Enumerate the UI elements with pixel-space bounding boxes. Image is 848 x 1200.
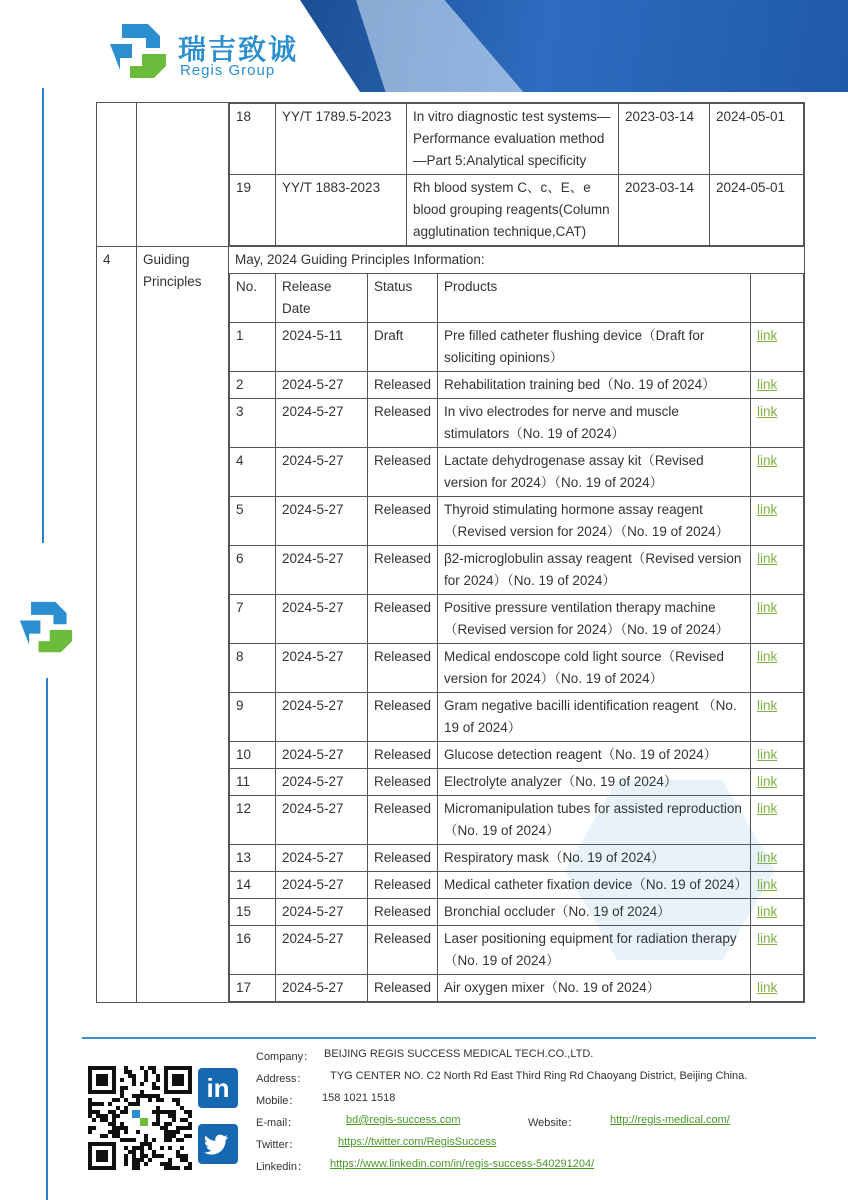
standards-table (229, 103, 804, 246)
row-product: Positive pressure ventilation therapy machine （Revised version for 2024）（No. 19 of 2024） (444, 600, 730, 637)
row-link[interactable]: link (757, 980, 778, 995)
row-link[interactable]: link (757, 698, 778, 713)
header-status: Status (368, 274, 438, 323)
row-status: Released (374, 600, 432, 615)
table-row (230, 595, 804, 644)
row-release-date: 2024-5-27 (282, 850, 344, 865)
standard-title: Rh blood system C、c、E、e blood grouping reagents(Column agglutination technique,CAT) (407, 175, 619, 246)
row-status: Released (374, 801, 432, 816)
table-row (230, 975, 804, 1002)
row-no: 11 (236, 774, 251, 789)
row-no: 16 (236, 931, 252, 946)
row-no: 6 (236, 551, 244, 566)
side-logo-icon (18, 600, 74, 661)
table-row (230, 399, 804, 448)
row-link[interactable]: link (757, 453, 778, 468)
row-release-date: 2024-5-27 (282, 698, 344, 713)
row-no: 5 (236, 502, 244, 517)
row-status: Released (374, 747, 432, 762)
row-link[interactable]: link (757, 502, 778, 517)
row-product: Medical endoscope cold light source（Revised version for 2024）（No. 19 of 2024） (444, 649, 724, 686)
table-row (230, 899, 804, 926)
email-label: E-mail： (256, 1117, 299, 1129)
header-products: Products (438, 274, 751, 323)
section-name: Guiding Principles (137, 247, 229, 1003)
regulation-table (96, 102, 805, 1003)
row-no: 7 (236, 600, 244, 615)
row-status: Released (374, 931, 432, 946)
row-status: Released (374, 774, 432, 789)
row-product: Respiratory mask（No. 19 of 2024） (444, 850, 665, 865)
row-link[interactable]: link (757, 377, 778, 392)
row-link[interactable]: link (757, 774, 778, 789)
row-release-date: 2024-5-27 (282, 877, 344, 892)
row-product: Laser positioning equipment for radiation therapy（No. 19 of 2024） (444, 931, 737, 968)
table-row (230, 926, 804, 975)
table-row (230, 742, 804, 769)
row-product: Rehabilitation training bed（No. 19 of 2024） (444, 377, 716, 392)
header-release-date: Release Date (276, 274, 368, 323)
table-row (230, 644, 804, 693)
mobile-value: 158 1021 1518 (322, 1092, 396, 1104)
row-release-date: 2024-5-27 (282, 453, 344, 468)
row-link[interactable]: link (757, 328, 778, 343)
guiding-principles-table (229, 273, 804, 1002)
brand-logo-icon (108, 22, 168, 87)
row-product: Bronchial occluder（No. 19 of 2024） (444, 904, 671, 919)
twitter-link[interactable]: https://twitter.com/RegisSuccess (338, 1136, 497, 1148)
row-no: 15 (236, 904, 252, 919)
standard-no: 19 (230, 175, 276, 246)
row-status: Released (374, 980, 432, 995)
row-product: Pre filled catheter flushing device（Draft for soliciting opinions） (444, 328, 705, 365)
address-value: TYG CENTER NO. C2 North Rd East Third Ring Rd Chaoyang District, Beijing China. (330, 1070, 748, 1082)
row-status: Released (374, 649, 432, 664)
row-release-date: 2024-5-27 (282, 774, 344, 789)
table-header-row (230, 274, 804, 323)
row-release-date: 2024-5-11 (282, 328, 343, 343)
row-no: 2 (236, 377, 244, 392)
twitter-label: Twitter： (256, 1139, 300, 1151)
row-product: β2-microglobulin assay reagent（Revised version for 2024）（No. 19 of 2024） (444, 551, 742, 588)
standard-effective-date: 2024-05-01 (710, 175, 804, 246)
table-row (230, 372, 804, 399)
row-link[interactable]: link (757, 649, 778, 664)
row-no: 17 (236, 980, 252, 995)
website-link[interactable]: http://regis-medical.com/ (610, 1114, 730, 1126)
row-link[interactable]: link (757, 904, 778, 919)
row-release-date: 2024-5-27 (282, 931, 344, 946)
row-status: Released (374, 404, 432, 419)
linkedin-label: Linkedin： (256, 1161, 308, 1173)
address-label: Address： (256, 1073, 308, 1085)
row-link[interactable]: link (757, 551, 778, 566)
side-rule-bottom (46, 678, 48, 1200)
standard-title: In vitro diagnostic test systems—Performance evaluation method—Part 5:Analytical specificity (407, 104, 619, 175)
row-link[interactable]: link (757, 877, 778, 892)
row-release-date: 2024-5-27 (282, 502, 344, 517)
row-product: Thyroid stimulating hormone assay reagent （Revised version for 2024）（No. 19 of 2024） (444, 502, 730, 539)
row-link[interactable]: link (757, 600, 778, 615)
table-row (97, 247, 805, 1003)
standard-code: YY/T 1883-2023 (276, 175, 407, 246)
header-no: No. (230, 274, 276, 323)
row-link[interactable]: link (757, 404, 778, 419)
row-release-date: 2024-5-27 (282, 600, 344, 615)
row-release-date: 2024-5-27 (282, 649, 344, 664)
row-status: Released (374, 377, 432, 392)
row-product: Air oxygen mixer（No. 19 of 2024） (444, 980, 661, 995)
row-status: Draft (374, 328, 404, 343)
row-link[interactable]: link (757, 931, 778, 946)
row-link[interactable]: link (757, 801, 778, 816)
row-product: Medical catheter fixation device（No. 19 of 2024） (444, 877, 748, 892)
table-row (230, 872, 804, 899)
email-link[interactable]: bd@regis-success.com (346, 1114, 461, 1126)
brand-name-en: Regis Group (180, 62, 276, 79)
brand-name-cn: 瑞吉致诚 (178, 34, 299, 65)
standard-issue-date: 2023-03-14 (619, 104, 710, 175)
table-row (230, 796, 804, 845)
side-rule-top (42, 88, 44, 543)
table-row (230, 769, 804, 796)
row-product: Lactate dehydrogenase assay kit（Revised version for 2024）（No. 19 of 2024） (444, 453, 704, 490)
standard-no: 18 (230, 104, 276, 175)
company-label: Company： (256, 1051, 315, 1063)
section-no: 4 (97, 247, 137, 1003)
row-status: Released (374, 502, 432, 517)
table-row (97, 103, 805, 247)
row-no: 12 (236, 801, 252, 816)
qr-code-icon (88, 1066, 192, 1170)
row-no: 13 (236, 850, 252, 865)
row-status: Released (374, 850, 432, 865)
row-release-date: 2024-5-27 (282, 747, 344, 762)
mobile-label: Mobile： (256, 1095, 300, 1107)
company-value: BEIJING REGIS SUCCESS MEDICAL TECH.CO.,LTD. (324, 1048, 594, 1060)
website-label: Website： (528, 1117, 579, 1129)
twitter-icon[interactable] (198, 1124, 238, 1164)
row-no: 8 (236, 649, 244, 664)
header-link (751, 274, 804, 323)
linkedin-link[interactable]: https://www.linkedin.com/in/regis-success-540291204/ (330, 1158, 595, 1170)
standard-code: YY/T 1789.5-2023 (276, 104, 407, 175)
row-status: Released (374, 877, 432, 892)
row-product: In vivo electrodes for nerve and muscle stimulators（No. 19 of 2024） (444, 404, 679, 441)
row-release-date: 2024-5-27 (282, 801, 344, 816)
standard-issue-date: 2023-03-14 (619, 175, 710, 246)
table-row (230, 546, 804, 595)
row-product: Gram negative bacilli identification reagent （No. 19 of 2024） (444, 698, 737, 735)
table-row (230, 323, 804, 372)
row-no: 10 (236, 747, 252, 762)
row-release-date: 2024-5-27 (282, 904, 344, 919)
table-row (230, 448, 804, 497)
row-status: Released (374, 551, 432, 566)
table-row (230, 175, 804, 246)
row-status: Released (374, 904, 432, 919)
section-caption: May, 2024 Guiding Principles Information: (235, 252, 485, 267)
row-no: 4 (236, 453, 244, 468)
row-release-date: 2024-5-27 (282, 980, 344, 995)
row-product: Glucose detection reagent（No. 19 of 2024） (444, 747, 718, 762)
linkedin-icon[interactable]: in (198, 1068, 238, 1108)
table-row (230, 497, 804, 546)
table-row (230, 104, 804, 175)
row-no: 9 (236, 698, 244, 713)
row-release-date: 2024-5-27 (282, 377, 344, 392)
row-status: Released (374, 698, 432, 713)
row-release-date: 2024-5-27 (282, 404, 344, 419)
row-status: Released (374, 453, 432, 468)
footer-divider (82, 1037, 816, 1039)
row-link[interactable]: link (757, 747, 778, 762)
row-no: 3 (236, 404, 244, 419)
row-no: 1 (236, 328, 244, 343)
table-row (230, 845, 804, 872)
row-release-date: 2024-5-27 (282, 551, 344, 566)
row-product: Electrolyte analyzer（No. 19 of 2024） (444, 774, 678, 789)
table-row (230, 693, 804, 742)
standard-effective-date: 2024-05-01 (710, 104, 804, 175)
row-product: Micromanipulation tubes for assisted reproduction（No. 19 of 2024） (444, 801, 742, 838)
row-link[interactable]: link (757, 850, 778, 865)
row-no: 14 (236, 877, 252, 892)
